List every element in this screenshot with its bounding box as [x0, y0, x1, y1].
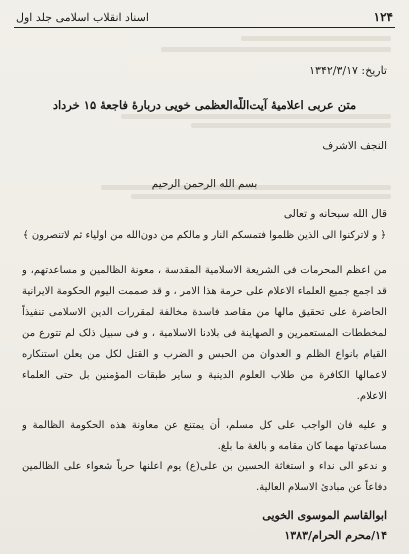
paragraph-2: و علیه فان الواجب علی کل مسلم، أن یمتنع عن معاونة هذه الحکومة الظالمة و مساعدتها مهما کان مقامه و بالغة ما بلغ. — [22, 420, 387, 452]
signature-name: ابوالقاسم الموسوی الخویی — [262, 509, 387, 522]
document-title: متن عربی اعلامیهٔ آیت‌اللّه‌العظمی خویی دربارهٔ فاجعهٔ ۱۵ خرداد — [52, 98, 357, 112]
running-header — [16, 6, 393, 28]
signature-date: ۱۴/محرم الحرام/۱۳۸۳ — [284, 529, 387, 542]
bleed-through-mark — [161, 47, 391, 52]
running-title: اسناد انقلاب اسلامی جلد اول — [16, 10, 149, 24]
header-rule — [14, 27, 395, 28]
bleed-through-mark — [241, 36, 391, 41]
basmala: بسم الله الرحمن الرحیم — [151, 178, 258, 190]
date-line: تاریخ: ۱۳۴۲/۳/۱۷ — [309, 64, 387, 77]
paragraph-3: و ندعو الی نداء و استغاثة الحسین بن علی(ع) یوم اعلنها حرباً شعواء علی الظالمین دفاعاً عن مبادئ الاسلام العالیة. — [22, 461, 387, 493]
opening-line: قال الله سبحانه و تعالی — [283, 208, 387, 220]
quran-verse: ﴿ و لاترکنوا الی الذین ظلموا فتمسکم النار و مالکم من دون‌الله من اولیاء ثم لاتنصرون ﴾ — [22, 230, 387, 241]
paragraph-1: من اعظم المحرمات فی الشریعة الاسلامیة المقدسة ، معونة الظالمین و مساعدتهم، و قد اجمع جمیع العلماء الاعلام علی حرمة هذا الامر ، و قد صممت الیوم الحکومة الایرانیة الحاضرة علی تحقیق مالها من مقاصد فاسدة مخالفة لمقررات الدین الاسلامی تنفیذاً لمخططات المستعمرین و الصهاینة فی بلادنا الاسلامیة ، و فی سبیل ذلک لم تتورع من القیام بانواع الظلم و العدوان من الحبس و الضرب و القتل لکل من یعلن استنکاره لاعمالها الکافرة من طلاب العلوم الدینیة و سایر طبقات المؤمنین بل حتی العلماء الاعلام. — [22, 265, 387, 402]
bleed-through-mark — [131, 194, 391, 199]
place-line: النجف الاشرف — [322, 140, 387, 152]
bleed-through-mark — [121, 114, 391, 119]
bleed-through-mark — [191, 123, 391, 128]
page-number: ۱۲۴ — [373, 10, 393, 24]
